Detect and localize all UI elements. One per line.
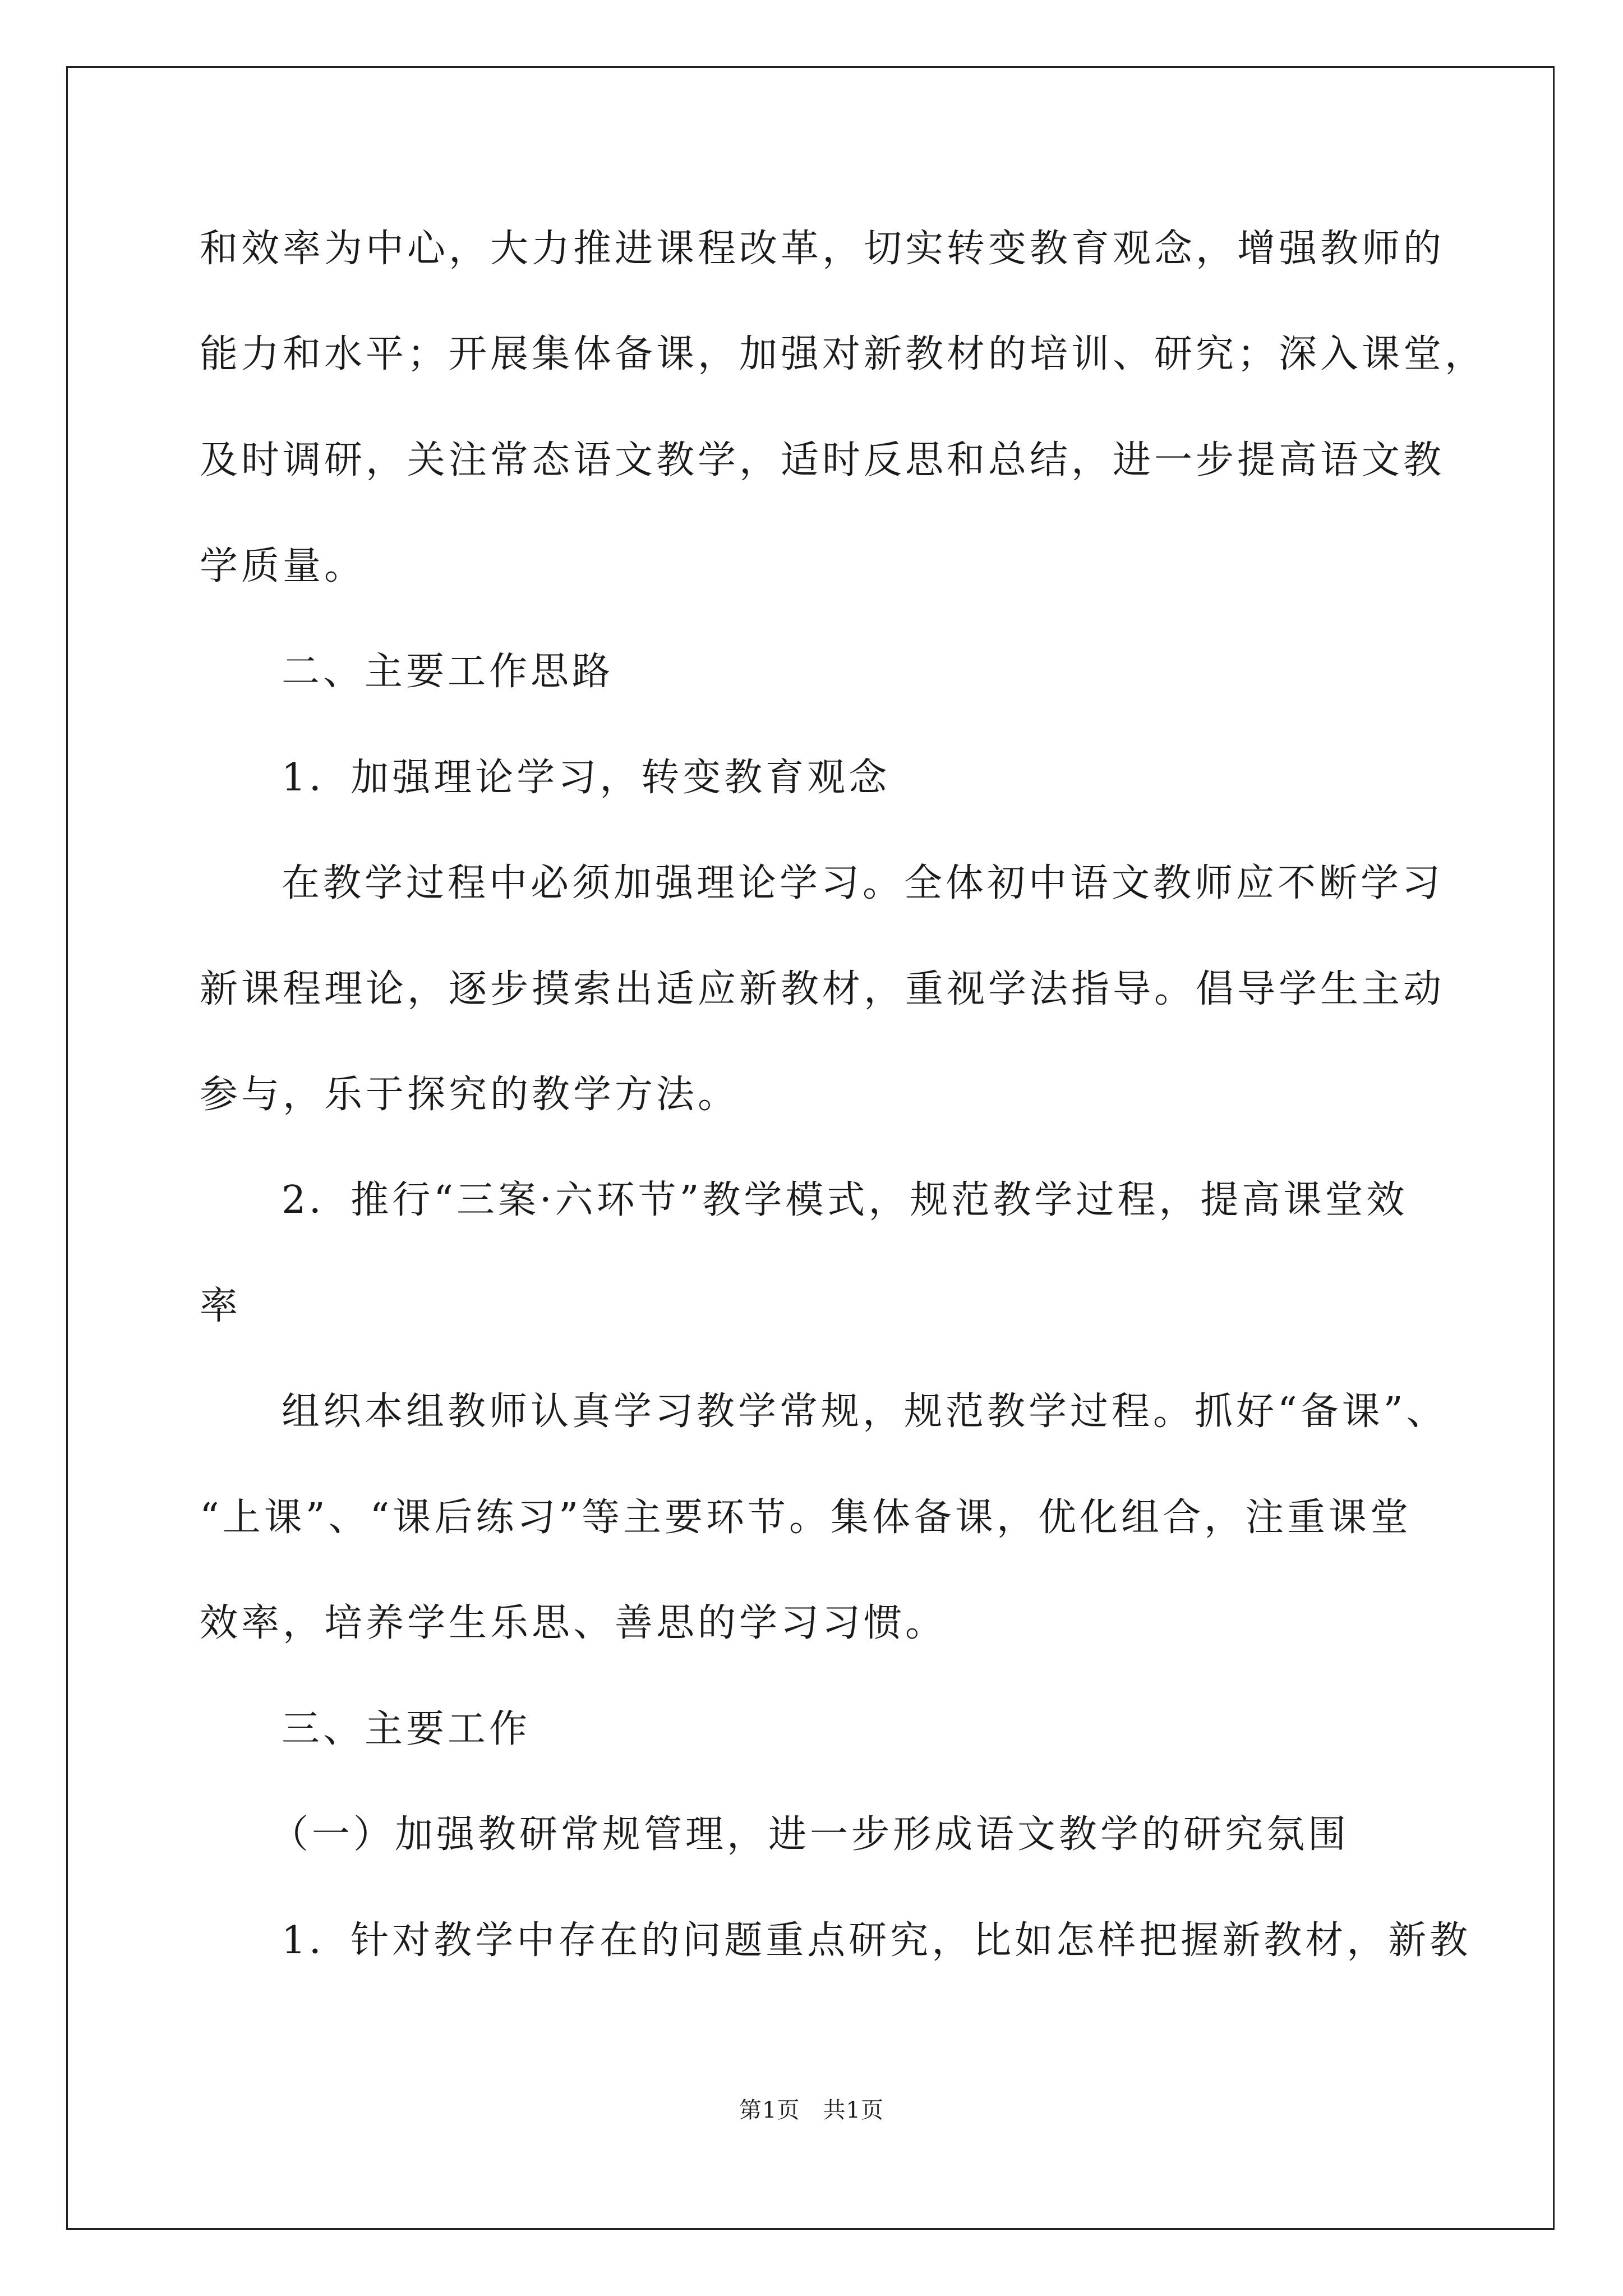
text-line-7: 在教学过程中必须加强理论学习。全体初中语文教师应不断学习 (282, 861, 1444, 905)
subheading-3-1: （一）加强教研常规管理，进一步形成语文教学的研究氛围 (270, 1812, 1350, 1857)
section-heading-3: 三、主要工作 (282, 1707, 531, 1751)
subheading-2-2-cont: 率 (200, 1284, 242, 1328)
subheading-2-2: 2．推行“三案·六环节”教学模式，规范教学过程，提高课堂效 (282, 1178, 1408, 1222)
page-border (66, 66, 1555, 2230)
text-line-14: 效率，培养学生乐思、善思的学习习惯。 (200, 1601, 947, 1645)
subheading-2-1: 1．加强理论学习，转变教育观念 (282, 756, 891, 800)
text-line-2: 能力和水平；开展集体备课，加强对新教材的培训、研究；深入课堂， (200, 332, 1487, 376)
text-line-3: 及时调研，关注常态语文教学，适时反思和总结，进一步提高语文教 (200, 438, 1445, 482)
text-line-17: 1．针对教学中存在的问题重点研究，比如怎样把握新教材，新教 (282, 1918, 1472, 1963)
text-line-1: 和效率为中心，大力推进课程改革，切实转变教育观念，增强教师的 (200, 227, 1445, 271)
text-line-13: “上课”、“课后练习”等主要环节。集体备课，优化组合，注重课堂 (200, 1496, 1412, 1540)
text-line-9: 参与，乐于探究的教学方法。 (200, 1073, 740, 1117)
text-line-8: 新课程理论，逐步摸索出适应新教材，重视学法指导。倡导学生主动 (200, 967, 1445, 1011)
page-number-footer: 第1页 共1页 (739, 2097, 884, 2123)
text-line-12: 组织本组教师认真学习教学常规，规范教学过程。抓好“备课”、 (282, 1389, 1448, 1434)
section-heading-2: 二、主要工作思路 (282, 650, 614, 694)
text-line-4: 学质量。 (200, 544, 366, 588)
